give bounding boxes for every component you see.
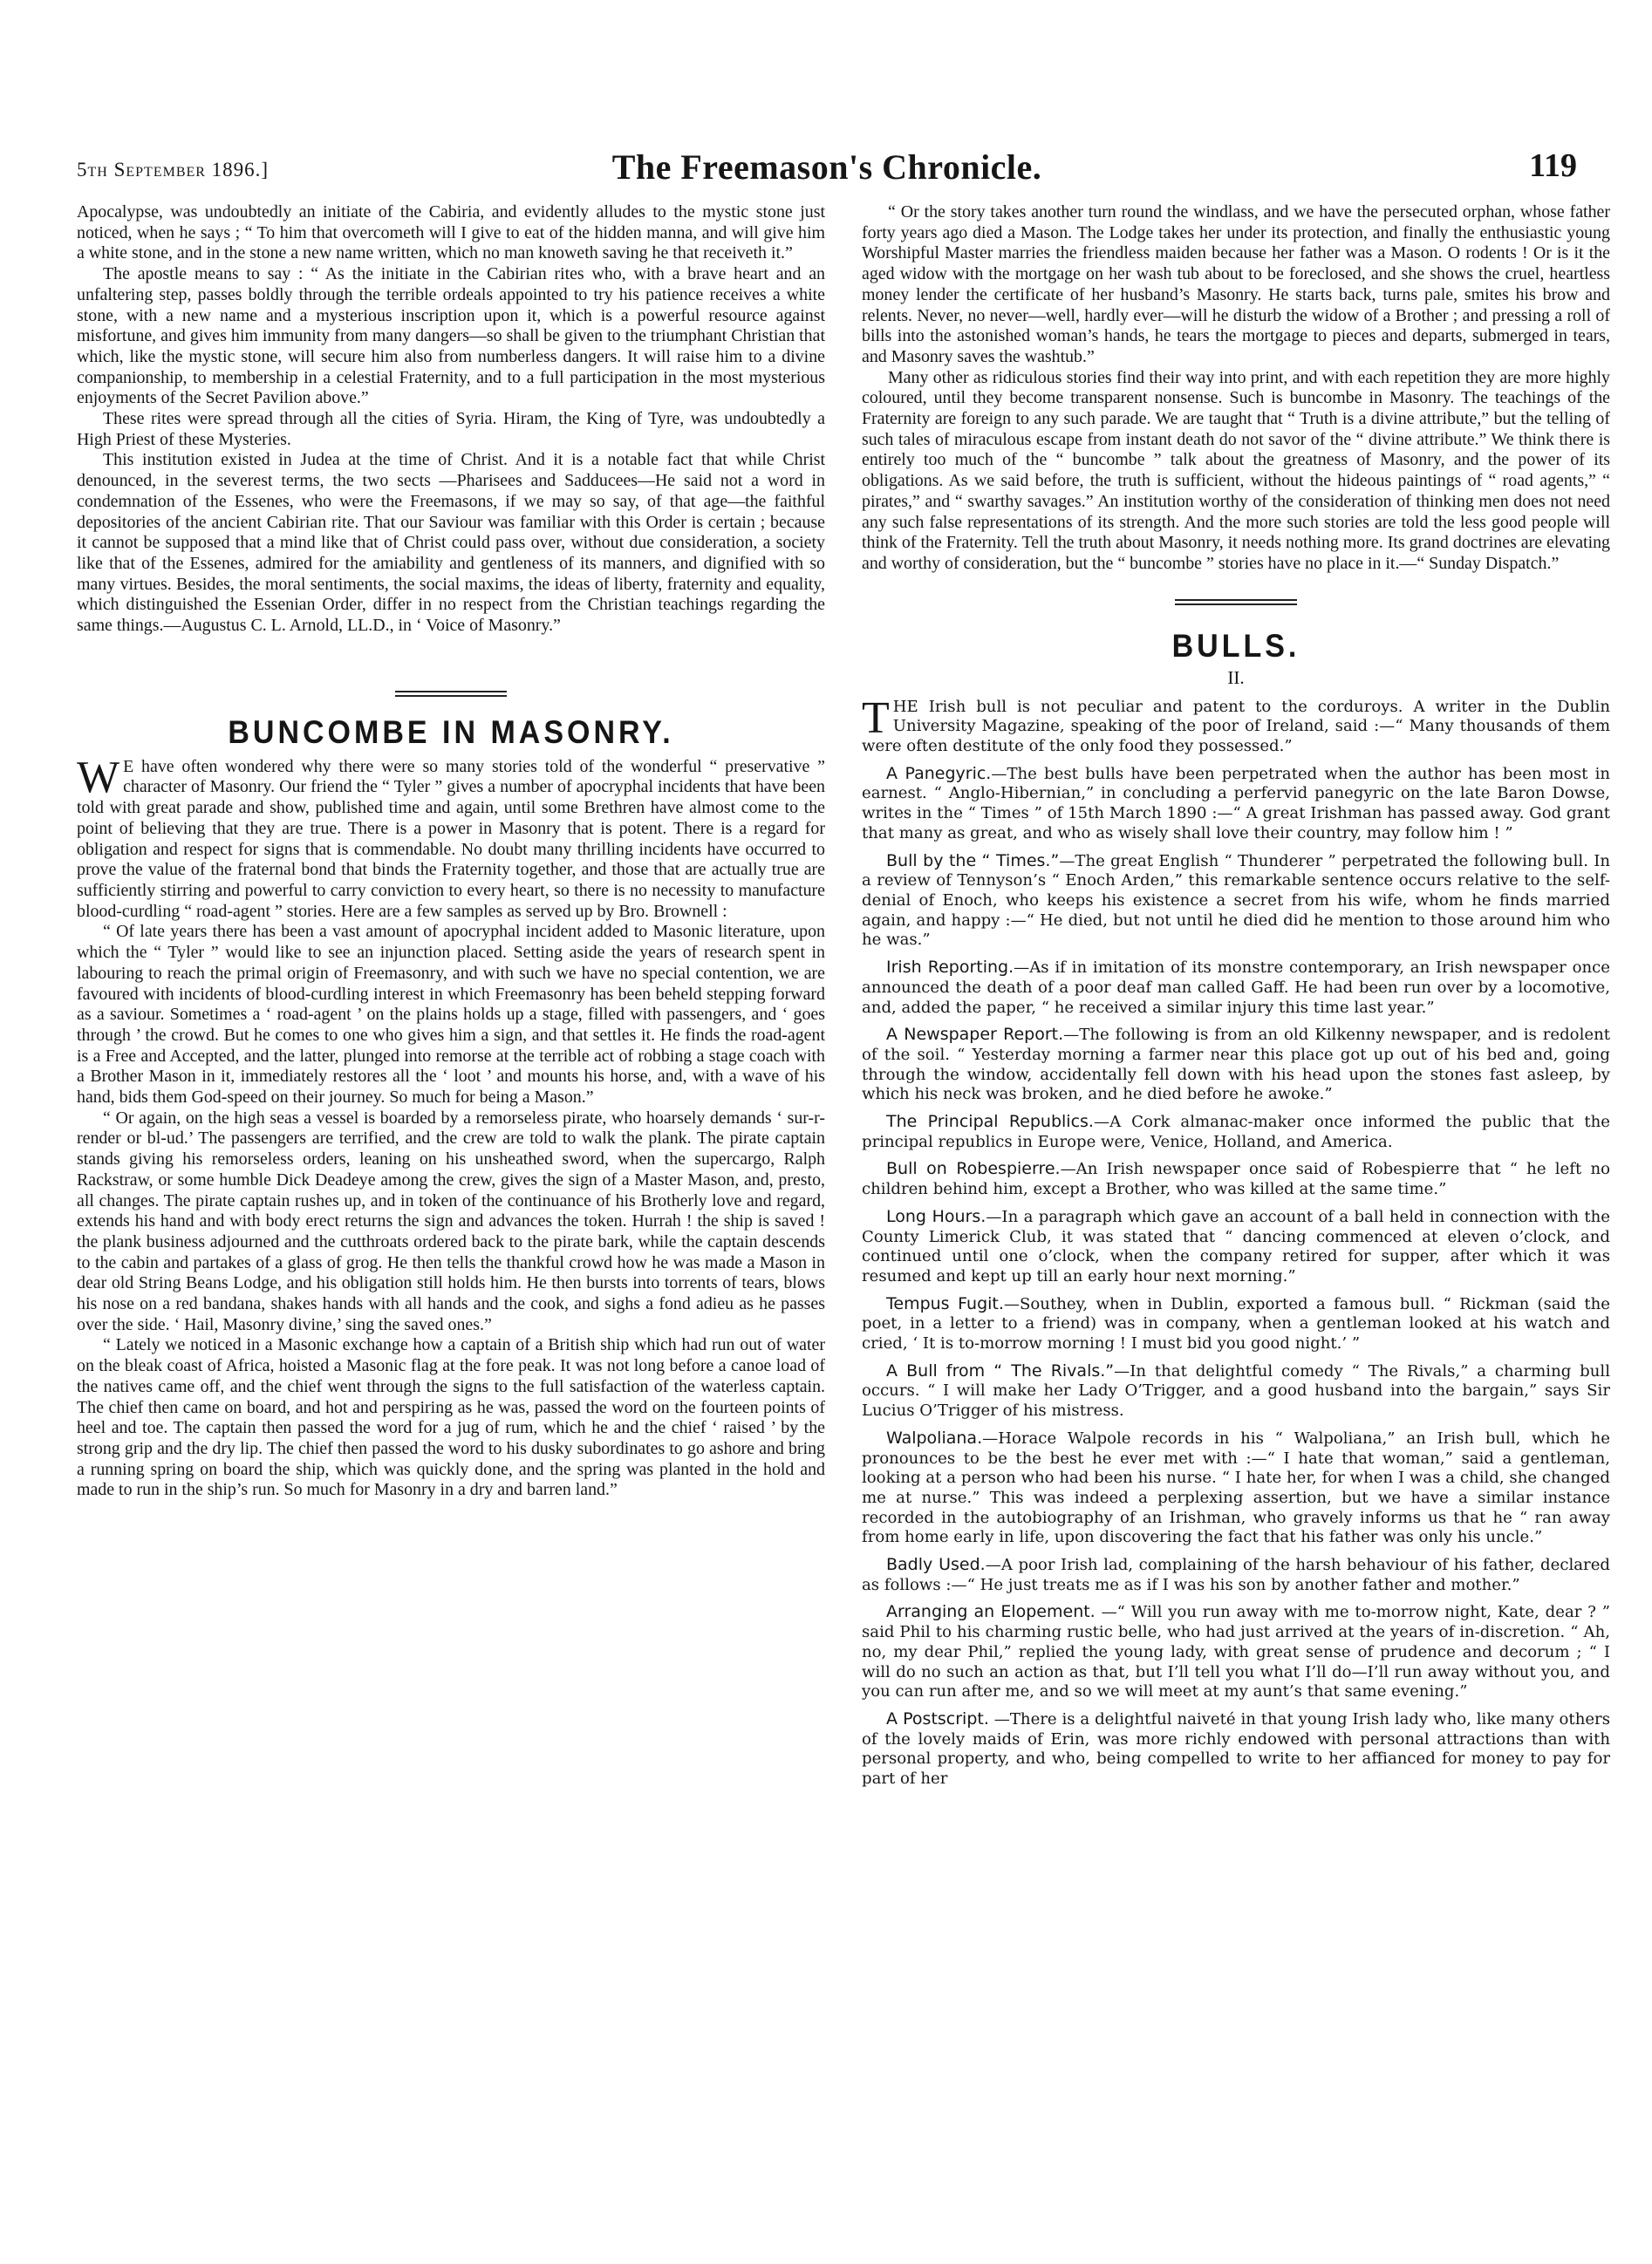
bull-item-title: A Bull from “ The Rivals.” xyxy=(886,1360,1115,1381)
bull-item-title: Bull on Robespierre. xyxy=(886,1159,1061,1179)
bull-item-text: —A Cork almanac-maker once informed the public that the principal republics in Europe were, Venice, Holland, and America. xyxy=(862,1113,1610,1151)
bull-item-title: Tempus Fugit. xyxy=(886,1293,1004,1313)
bull-item-title: A Postscript. xyxy=(886,1709,989,1729)
article-paragraph: “ Lately we noticed in a Masonic exchange how a captain of a British ship which had run out of water on the bleak coast of Africa, hoisted a Masonic flag at the fore peak. It was not long before a canoe load of the natives came off, and the chief went through the signs to the full satisfaction of the waterless captain. The chief then came on board, and hot and perspiring as he was, passed the word on the fourteen points of heel and toe. The captain then passed the word for a jug of rum, which he and the chief ‘ raised ’ by the strong grip and the dry lip. The chief then passed the word to his dusky subordinates to go ashore and bring a running spring on board the ship, which was quickly done, and the spring was planted in the hold and made to run in the ship’s run. So much for Masonry in a dry and barren land.” xyxy=(77,1335,825,1500)
bull-item xyxy=(862,851,1610,951)
section-divider xyxy=(395,695,507,697)
bull-item xyxy=(862,1555,1610,1595)
paragraph-text: HE Irish bull is not peculiar and patent to the corduroys. A writer in the Dublin University Magazine, speaking of the poor of Ireland, said :—“ Many thousands of them were often destitute of the only food they possessed.” xyxy=(862,697,1610,756)
bull-item-title: A Panegyric. xyxy=(886,763,992,783)
bull-item-text: —As if in imitation of its monstre contemporary, an Irish newspaper once announced the death of a poor deaf man called Gaff. He had been run over by a locomotive, and, added the paper, “ he received a similar injury this time last year.” xyxy=(862,958,1610,1017)
paragraph-text: E have often wondered why there were so many stories told of the wonderful “ preservative ” character of Masonry. Our friend the “ Tyler ” gives a number of apocryphal incidents that have been told with great parade and show, published time and again, until some Brethren have almost come to the point of believing that they are true. There is a power in Masonry that is potent. There is a regard for obligation and respect for signs that is commendable. No doubt many thrilling incidents have occurred to prove the value of the fraternal bond that binds the Fraternity together, and those that are actually true are sufficiently stirring and powerful to carry conviction to every heart, so there is no necessity to manufacture blood-curdling “ road-agent ” stories. Here are a few samples as served up by Bro. Brownell : xyxy=(77,756,825,921)
bull-item-text: —Horace Walpole records in his “ Walpoliana,” an Irish bull, which he pronounces to be the best he ever met with :—“ I hate that woman,” said a gentleman, looking at a person who had been his nurse. “ I hate her, for when I was a child, she changed me at nurse.” This was indeed a perplexing assertion, but we have a similar instance recorded in the autobiography of an Irishman, who gravely informs us that he “ ran away from home early in life, upon discovering the fact that his father was only his uncle.” xyxy=(862,1429,1610,1547)
bull-item-title: Irish Reporting. xyxy=(886,958,1014,978)
bull-item xyxy=(862,1429,1610,1548)
bull-item-text: —“ Will you run away with me to-morrow night, Kate, dear ? ” said Phil to his charming rustic belle, who had just arrived at the years of in-discretion. “ Ah, no, my dear Phil,” replied the young lady, with great sense of prudence and decorum ; “ I will do no such an action as that, but I’ll tell you what I’ll do—I’ll run away without you, and you can run after me, and so we will meet at my aunt’s that same evening.” xyxy=(862,1603,1610,1701)
article-heading-buncombe: BUNCOMBE IN MASONRY. xyxy=(228,713,674,751)
bull-item-text: —The best bulls have been perpetrated when the author has been most in earnest. “ Anglo-Hibernian,” in concluding a perfervid panegyric on the late Baron Dowse, writes in the “ Times ” of 15th March 1890 :—“ A great Irishman has passed away. God grant that many as great, and who as wisely shall love their country, may follow him ! ” xyxy=(862,764,1611,842)
bull-item-title: Bull by the “ Times.” xyxy=(886,850,1060,870)
drop-cap: W xyxy=(77,752,120,802)
page-header xyxy=(77,141,1577,194)
issue-date: 5th September 1896.] xyxy=(77,159,270,181)
section-divider xyxy=(395,691,507,692)
article-heading-bulls: BULLS. xyxy=(1171,627,1300,665)
article-paragraph: “ Or the story takes another turn round the windlass, and we have the persecuted orphan, whose father forty years ago died a Mason. The Lodge takes her under its protection, and finally the enthusiastic young Worshipful Master marries the friendless maiden because her father was a Mason. O rodents ! Or is it the aged widow with the mortgage on her wash tub about to be foreclosed, and she shows the cruel, heartless money lender the certificate of her husband’s Masonry. He starts back, turns pale, smites his brow and relents. Never, no never—well, hardly ever—will he disturb the widow of a Brother ; and pressing a roll of bills into the astonished woman’s hands, he tears the mortgage to pieces and departs, submerged in tears, and Masonry saves the washtub.” xyxy=(862,202,1610,366)
article-paragraph: Apocalypse, was undoubtedly an initiate of the Cabiria, and evidently alludes to the mystic stone just noticed, when he says ; “ To him that overcometh will I give to eat of the hidden manna, and will give him a white stone, and in the stone a new name written, which no man knoweth saving he that receiveth it.” xyxy=(77,202,825,263)
bull-item-title: Walpoliana. xyxy=(886,1428,983,1448)
bull-item-title: A Newspaper Report. xyxy=(886,1025,1064,1045)
bull-item-title: Arranging an Elopement. xyxy=(886,1602,1096,1622)
section-divider xyxy=(1175,604,1297,605)
bulls-items-list xyxy=(862,764,1610,1790)
bull-item xyxy=(862,1025,1610,1105)
bull-item xyxy=(862,1361,1610,1422)
bull-item-title: Badly Used. xyxy=(886,1555,986,1575)
bull-item xyxy=(862,1207,1610,1287)
bull-item-text: —In a paragraph which gave an account of a ball held in connection with the County Limerick Club, it was stated that “ dancing commenced at eleven o’clock, and continued until one o’clock, when the company retired for supper, after which it was resumed and kept up till an early hour next morning.” xyxy=(862,1207,1610,1285)
article-paragraph: “ Or again, on the high seas a vessel is boarded by a remorseless pirate, who hoarsely demands ‘ sur-r-render or bl-ud.’ The passengers are terrified, and the crew are told to walk the plank. The pirate captain stands giving his remorseless orders, leaning on his unsheathed sword, when the supercargo, Ralph Rackstraw, or some humble Dick Deadeye among the crew, gives the sign of a Master Mason, and, presto, all changes. The pirate captain rushes up, and in token of the continuance of his Brotherly love and regard, extends his hand and with body erect returns the sign and advances the token. Hurrah ! the ship is saved ! the plank business adjourned and the cutthroats ordered back to the pirate bark, while the captain descends to the cabin and partakes of a glass of grog. He then tells the thankful crowd how he was made a Mason in dear old String Beans Lodge, and his obligation still holds him. He then bursts into torrents of tears, blows his nose on a red bandana, shakes hands with all hands and the cook, and sighs a fond adieu as he passes over the side. ‘ Hail, Masonry divine,’ sing the saved ones.” xyxy=(77,1108,825,1334)
bull-item xyxy=(862,1602,1610,1702)
bull-item-text: —The great English “ Thunderer ” perpetrated the following bull. In a review of Tennyson’s “ Enoch Arden,” this remarkable sentence occurs relative to the self-denial of Enoch, who keeps his existence a secret from his wife, whom he finds married again, and happy :—“ He died, but not until he died did he mention to those around him who he was.” xyxy=(862,851,1610,950)
bull-item xyxy=(862,1112,1610,1152)
bull-item xyxy=(862,764,1610,844)
section-divider xyxy=(1175,599,1297,601)
article-paragraph: “ Of late years there has been a vast amount of apocryphal incident added to Masonic literature, upon which the “ Tyler ” would like to see an injunction placed. Setting aside the years of research spent in labouring to reach the primal origin of Freemasonry, and with such we have no special contention, we are favoured with incidents of blood-curdling interest in which Freemasonry has been beheld stepping forward as a saviour. Sometimes a ‘ road-agent ’ on the plains holds up a stage, filled with passengers, and ‘ goes through ’ the crowd. But he comes to one who gives him a sign, and that settles it. He finds the road-agent is a Free and Accepted, and the latter, plunged into remorse at the terrible act of robbing a stage coach with a Brother Mason in it, immediately restores all the ‘ loot ’ and mounts his horse, and, with a wave of his hand, bids them God-speed on their journey. So much for being a Mason.” xyxy=(77,922,825,1108)
left-column xyxy=(77,202,825,1501)
article-part-number: II. xyxy=(1227,666,1245,688)
bull-item-title: The Principal Republics. xyxy=(886,1112,1094,1132)
bulls-article xyxy=(862,692,1611,1790)
bull-item xyxy=(862,1159,1610,1199)
publication-title: The Freemason's Chronicle. xyxy=(611,147,1042,187)
page-number: 119 xyxy=(1529,147,1577,184)
bull-item xyxy=(862,1709,1610,1790)
article-paragraph xyxy=(77,752,825,923)
article-paragraph xyxy=(862,692,1610,757)
bull-item-text: —A poor Irish lad, complaining of the harsh behaviour of his father, declared as follows :—“ He just treats me as if I was his son by another father and mother.” xyxy=(862,1556,1610,1594)
bull-item-text: —An Irish newspaper once said of Robespierre that “ he left no children behind him, except a Brother, who was killed at the same time.” xyxy=(862,1160,1610,1199)
bull-item xyxy=(862,958,1610,1018)
drop-cap: T xyxy=(862,692,890,743)
bull-item-text: —There is a delightful naiveté in that young Irish lady who, like many others of the lovely maids of Erin, was more richly endowed with personal attractions than with personal property, and who, being compelled to write to her affianced for money to pay for part of her xyxy=(862,1710,1610,1789)
bull-item-title: Long Hours. xyxy=(886,1206,986,1226)
bull-item-text: —Southey, when in Dublin, exported a famous bull. “ Rickman (said the poet, in a letter to a friend) was in company, when a gentleman looked at his watch and cried, ‘ It is to-morrow morning ! I must bid you good night.’ ” xyxy=(862,1294,1610,1354)
article-paragraph: This institution existed in Judea at the time of Christ. And it is a notable fact that while Christ denounced, in the severest terms, the two sects —Pharisees and Sadducees—He said not a word in condemnation of the Essenes, who were the Freemasons, if we may so say, of that age—the faithful depositories of the ancient Cabirian rite. That our Saviour was familiar with this Order is certain ; because it cannot be supposed that a mind like that of Christ could pass over, without due consideration, a society like that of the Essenes, admired for the amiability and gentleness of its manners, and dignified with so many virtues. Besides, the moral sentiments, the social maxims, the ideas of liberty, fraternity and equality, which distinguished the Essenian Order, differ in no respect from the Christian teachings regarding the same things.—Augustus C. L. Arnold, LL.D., in ‘ Voice of Masonry.” xyxy=(77,450,825,636)
article-paragraph: These rites were spread through all the cities of Syria. Hiram, the King of Tyre, was undoubtedly a High Priest of these Mysteries. xyxy=(77,409,825,449)
bull-item xyxy=(862,1294,1610,1354)
right-column xyxy=(862,202,1610,1797)
bull-item-text: —In that delightful comedy “ The Rivals,” a charming bull occurs. “ I will make her Lady O’Trigger, and a good husband into the bargain,” says Sir Lucius O’Trigger of his mistress. xyxy=(862,1361,1610,1421)
article-paragraph: Many other as ridiculous stories find their way into print, and with each repetition they are more highly coloured, until they become transparent nonsense. Such is buncombe in Masonry. The teachings of the Fraternity are foreign to any such parade. We are taught that “ Truth is a divine attribute,” but the telling of such tales of miraculous escape from instant death do not savor of the “ divine attribute.” We think there is entirely too much of the “ buncombe ” talk about the greatness of Masonry, and the power of its obligations. As we said before, the truth is sufficient, without the hideous paintings of “ road agents,” “ pirates,” and “ swarthy savages.” An institution worthy of the consideration of thinking men does not need any such false representations of its strength. And the more such stories are told the less good people will think of the Fraternity. Tell the truth about Masonry, it needs nothing more. Its grand doctrines are elevating and worthy of consideration, but the “ buncombe ” stories have no place in it.—“ Sunday Dispatch.” xyxy=(862,367,1610,573)
bull-item-text: —The following is from an old Kilkenny newspaper, and is redolent of the soil. “ Yesterday morning a farmer near this place got up out of his bed and, going through the window, accidentally fell down with his head upon the stones fast asleep, by which his neck was broken, and he died before he awoke.” xyxy=(862,1026,1610,1104)
article-paragraph: The apostle means to say : “ As the initiate in the Cabirian rites who, with a brave heart and an unfaltering step, passes boldly through the terrible ordeals appointed to try his patience receives a white stone, with a new name and a mysterious inscription upon it, which is a powerful resource against misfortune, and gives him immunity from many dangers—so shall be given to the triumphant Christian that which, like the mystic stone, will secure him also from numberless dangers. It will raise him to a divine companionship, to membership in a celestial Fraternity, and to a full participation in the most mysterious enjoyments of the Secret Pavilion above.” xyxy=(77,264,825,408)
